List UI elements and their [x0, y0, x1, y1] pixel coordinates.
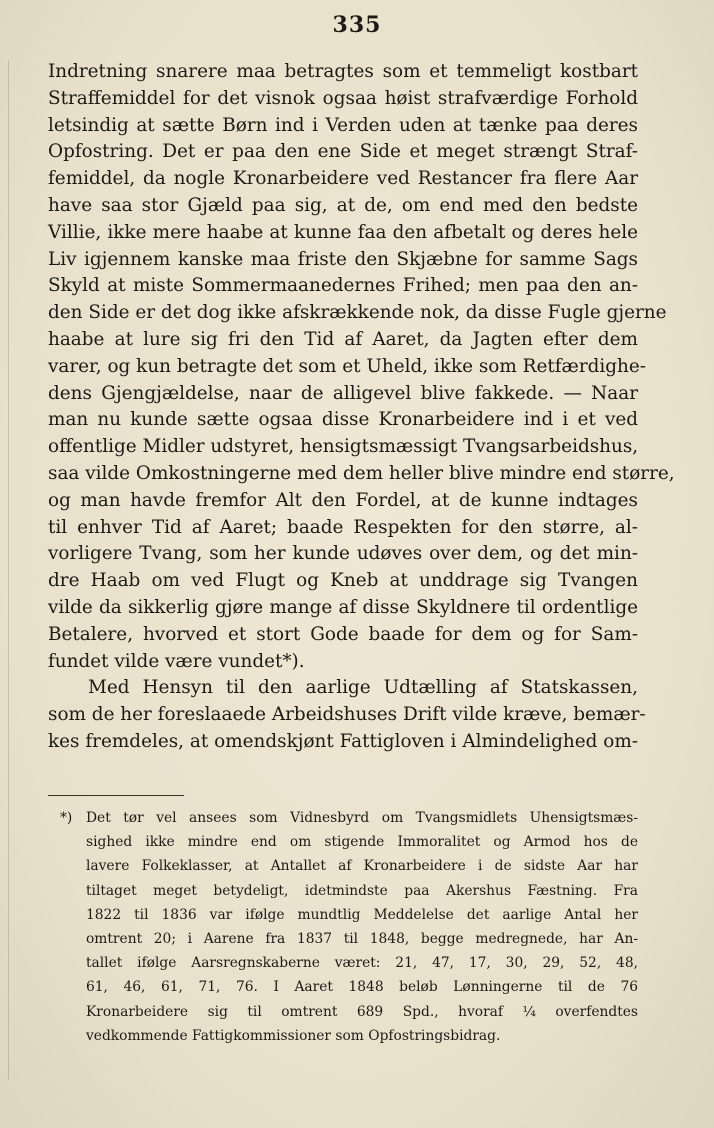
footnote-line: 61, 46, 61, 71, 76. I Aaret 1848 beløb Lønningerne til de 76 — [86, 979, 638, 996]
text-line: Villie, ikke mere haabe at kunne faa den afbetalt og deres hele — [48, 221, 638, 243]
text-line: Liv igjennem kanske maa friste den Skjæbne for samme Sags — [48, 248, 638, 270]
footnote-divider — [48, 795, 184, 796]
text-line: som de her foreslaaede Arbeidshuses Drift vilde kræve, bemær- — [48, 704, 646, 726]
page-edge-line — [8, 60, 9, 1080]
text-line: Betalere, hvorved et stort Gode baade for dem og for Sam- — [48, 623, 638, 645]
footnote-line: lavere Folkeklasser, at Antallet af Kronarbeidere i de sidste Aar har — [86, 858, 638, 875]
text-line: Skyld at miste Sommermaanedernes Frihed; men paa den an- — [48, 275, 638, 297]
text-line: den Side er det dog ikke afskrækkende nok, da disse Fugle gjerne — [48, 302, 667, 324]
text-line: og man havde fremfor Alt den Fordel, at de kunne indtages — [48, 489, 638, 511]
text-line: til enhver Tid af Aaret; baade Respekten for den større, al- — [48, 516, 638, 538]
footnote — [48, 806, 638, 1048]
footnote-line: tiltaget meget betydeligt, idetmindste paa Akershus Fæstning. Fra — [86, 882, 638, 899]
text-line: haabe at lure sig fri den Tid af Aaret, da Jagten efter dem — [48, 328, 638, 350]
text-line: vilde da sikkerlig gjøre mange af disse Skyldnere til ordentlige — [48, 596, 638, 618]
text-line: man nu kunde sætte ogsaa disse Kronarbeidere ind i et ved — [48, 409, 638, 431]
footnote-line: Kronarbeidere sig til omtrent 689 Spd., hvoraf ¼ overfendtes — [86, 1003, 638, 1020]
body-text — [48, 59, 675, 756]
footnote-line: 1822 til 1836 var ifølge mundtlig Meddelelse det aarlige Antal her — [86, 906, 638, 923]
text-line: letsindig at sætte Børn ind i Verden uden at tænke paa deres — [48, 114, 638, 136]
footnote-line: omtrent 20; i Aarene fra 1837 til 1848, begge medregnede, har An- — [86, 931, 638, 948]
text-line: dre Haab om ved Flugt og Kneb at unddrage sig Tvangen — [48, 570, 638, 592]
text-line: Opfostring. Det er paa den ene Side et meget strængt Straf- — [48, 141, 638, 163]
text-line: dens Gjengjældelse, naar de alligevel blive fakkede. — Naar — [48, 382, 638, 404]
text-line: have saa stor Gjæld paa sig, at de, om end med den bedste — [48, 194, 638, 216]
footnote-line: tallet ifølge Aarsregnskaberne været: 21, 47, 17, 30, 29, 52, 48, — [86, 955, 638, 972]
page-number: 335 — [332, 12, 382, 38]
text-line: femiddel, da nogle Kronarbeidere ved Restancer fra flere Aar — [48, 168, 638, 190]
text-line: offentlige Midler udstyret, hensigtsmæssigt Tvangsarbeidshus, — [48, 436, 639, 458]
footnote-line: sighed ikke mindre end om stigende Immoralitet og Armod hos de — [86, 834, 638, 851]
text-line: Straffemiddel for det visnok ogsaa høist strafværdige Forhold — [48, 87, 638, 109]
footnote-text: Det tør vel ansees som Vidnesbyrd om Tvangsmidlets Uhensigtsmæs- — [86, 810, 638, 826]
text-line: kes fremdeles, at omendskjønt Fattigloven i Almindelighed om- — [48, 730, 638, 752]
footnote-line — [48, 806, 638, 830]
text-line: saa vilde Omkostningerne med dem heller blive mindre end større, — [48, 462, 675, 484]
text-line: Med Hensyn til den aarlige Udtælling af Statskassen, — [88, 677, 638, 699]
text-line: Indretning snarere maa betragtes som et temmeligt kostbart — [48, 61, 638, 82]
footnote-line: vedkommende Fattigkommissioner som Opfostringsbidrag. — [86, 1027, 501, 1044]
text-line: varer, og kun betragte det som et Uheld, ikke som Retfærdighe- — [48, 355, 646, 377]
text-line: vorligere Tvang, som her kunde udøves over dem, og det min- — [48, 543, 638, 565]
footnote-marker: *) — [60, 810, 73, 826]
text-line: fundet vilde være vundet*). — [48, 650, 305, 672]
